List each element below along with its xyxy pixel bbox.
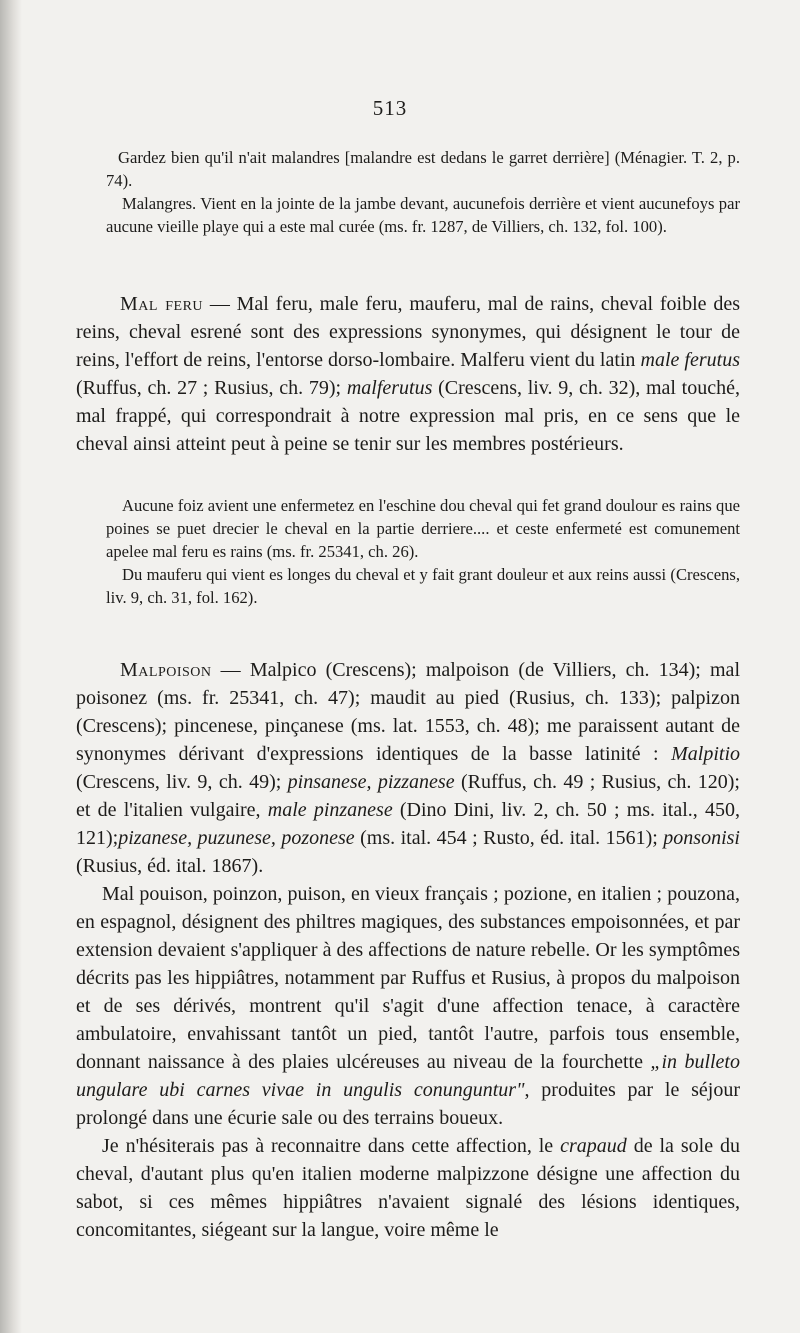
entry-malpoison [76,656,740,1244]
quote-mauferu: Du mauferu qui vient es longes du cheval et y fait grant douleur et aux reins aussi (Crescens, liv. 9, ch. 31, fol. 162). [106,565,740,607]
italian-term: pizanese, puzunese, pozonese [118,827,355,849]
italian-term: ponsonisi [663,827,740,849]
latin-quote: „in bulleto ungulare ubi carnes vivae in ungulis conunguntur" [76,1051,740,1101]
entry-malpoison-paragraph: Malpoison — Malpico (Crescens); malpoison (de Villiers, ch. 134); mal poisonez (ms. fr. 25341, ch. 47); maudit au pied (Rusius, ch. 133); palpizon (Crescens); pincenese, pinçanese (ms. lat. 1553, ch. 48); me paraissent autant de synonymes dérivant d'expressions identiques de la basse latinité : Malpitio (Crescens, liv. 9, ch. 49); pinsanese, pizzanese (Ruffus, ch. 49 ; Rusius, ch. 120); et de l'italien vulgaire, male pinzanese (Dino Dini, liv. 2, ch. 50 ; ms. ital., 450, 121);pizanese, puzunese, pozonese (ms. ital. 454 ; Rusto, éd. ital. 1561); ponsonisi (Rusius, éd. ital. 1867). [76,659,740,877]
page-gutter-shadow [0,0,22,1333]
quote-menagier: Gardez bien qu'il n'ait malandres [malandre est dedans le garret derrière] (Ménagier. T. 2, p. 74). [106,148,740,190]
latin-term: malferutus [346,377,433,399]
entry-heading-mal-feru: Mal feru [120,293,204,315]
malpoison-paragraph-2: Mal pouison, poinzon, puison, en vieux français ; pozione, en italien ; pouzona, en espagnol, désignent des philtres magiques, des substances empoisonnées, et par extension devaient s'appliquer à des affections de nature rebelle. Or les symptômes décrits pas les hippiâtres, notamment par Ruffus et Rusius, à propos du malpoison et de ses dérivés, montrent qu'il s'agit d'une affection tenace, à caractère ambulatoire, envahissant tantôt un pied, tantôt l'autre, parfois tous ensemble, donnant naissance à des plaies ulcéreuses au niveau de la fourchette „in bulleto ungulare ubi carnes vivae in ungulis conunguntur", produites par le séjour prolongé dans une écurie sale ou des terrains boueux. [76,883,741,1129]
latin-term: pinsanese, pizzanese [287,771,455,793]
quote-malangres: Malangres. Vient en la jointe de la jambe devant, aucunefois derrière et vient aucunefoys par aucune vieille playe qui a este mal curée (ms. fr. 1287, de Villiers, ch. 132, fol. 100). [106,194,740,236]
mal-feru-quotes [76,494,740,609]
page-number: 513 [372,96,408,120]
entry-mal-feru [76,290,740,458]
quote-eschine: Aucune foiz avient une enfermetez en l'eschine dou cheval qui fet grand doulour es rains que poines se puet drecier le cheval en la partie derriere.... et ceste enfermeté est comunement apelee mal feru es rains (ms. fr. 25341, ch. 26). [106,496,740,561]
latin-term: male ferutus [640,349,740,371]
term-crapaud: crapaud [560,1135,627,1157]
entry-heading-malpoison: Malpoison [120,659,212,681]
malandres-quotes [76,146,740,238]
malpoison-paragraph-3: Je n'hésiterais pas à reconnaitre dans cette affection, le crapaud de la sole du cheval, d'autant plus qu'en italien moderne malpizzone désigne une affection du sabot, si ces mêmes hippiâtres n'avaient signalé des lésions identiques, concomitantes, siégeant sur la langue, voire même le [76,1135,740,1241]
italian-term: male pinzanese [267,799,393,821]
entry-mal-feru-paragraph: Mal feru — Mal feru, male feru, mauferu, mal de rains, cheval foible des reins, cheval esrené sont des expressions synonymes, qui désignent le tour de reins, l'effort de reins, l'entorse dorso-lombaire. Malferu vient du latin male ferutus (Ruffus, ch. 27 ; Rusius, ch. 79); malferutus (Crescens, liv. 9, ch. 32), mal touché, mal frappé, qui correspondrait à notre expression mal pris, en ce sens que le cheval ainsi atteint peut à peine se tenir sur les membres postérieurs. [76,293,741,455]
latin-term: Malpitio [671,743,740,765]
